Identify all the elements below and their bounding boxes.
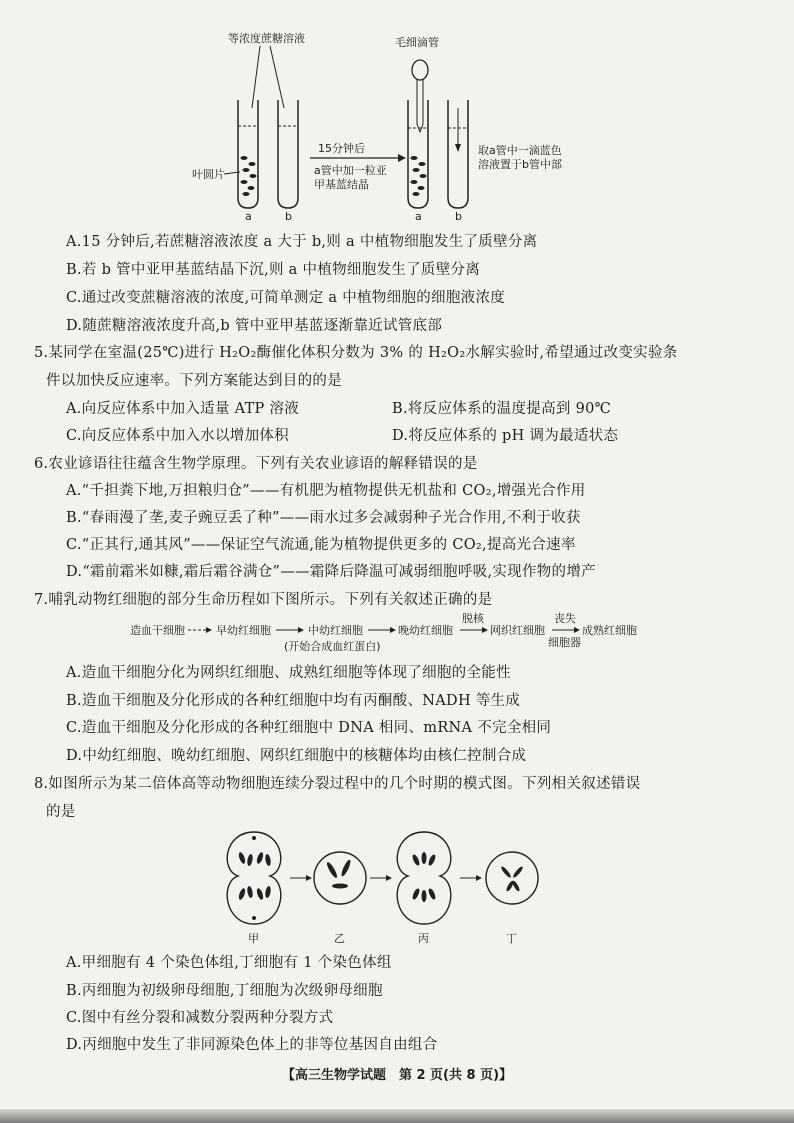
flow-step-2: 早幼红细胞 [216,624,271,637]
arrow-bottom-label-1: a管中加一粒亚 [314,164,387,177]
q8-option-b: B.丙细胞为初级卵母细胞,丁细胞为次级卵母细胞 [66,983,383,999]
tube-a-label: a [245,210,252,223]
q4-option-b: B.若 b 管中亚甲基蓝结晶下沉,则 a 中植物细胞发生了质壁分离 [66,262,481,278]
q4-option-a: A.15 分钟后,若蔗糖溶液浓度 a 大于 b,则 a 中植物细胞发生了质壁分离 [66,234,538,250]
q8-option-a: A.甲细胞有 4 个染色体组,丁细胞有 1 个染色体组 [66,955,392,971]
cell-label-jia: 甲 [248,932,259,945]
q7-option-a: A.造血干细胞分化为网织红细胞、成熟红细胞等体现了细胞的全能性 [66,665,511,681]
flow-step-4: 晚幼红细胞 [398,624,453,637]
q6-option-b: B.“春雨漫了垄,麦子豌豆丢了种”——雨水过多会减弱种子光合作用,不利于收获 [66,510,581,526]
q6-stem: 6.农业谚语往往蕴含生物学原理。下列有关农业谚语的解释错误的是 [34,456,478,472]
leaf-label: 叶圆片 [192,168,225,181]
q8-stem-2: 的是 [46,804,76,820]
flow-step-6: 成熟红细胞 [582,624,637,637]
q8-option-d: D.丙细胞中发生了非同源染色体上的非等位基因自由组合 [66,1037,438,1053]
q5-option-b: B.将反应体系的温度提高到 90℃ [392,401,612,417]
arrow-bottom-label-2: 甲基蓝结晶 [314,178,369,191]
q5-stem-1: 5.某同学在室温(25℃)进行 H₂O₂酶催化体积分数为 3% 的 H₂O₂水解实验时,希望通过改变实验条 [34,345,678,361]
cell-label-yi: 乙 [334,932,345,945]
flow-step-1: 造血干细胞 [130,624,185,637]
q4-option-d: D.随蔗糖溶液浓度升高,b 管中亚甲基蓝逐渐靠近试管底部 [66,318,443,334]
q5-option-c: C.向反应体系中加入水以增加体积 [66,428,289,444]
bottom-shadow [0,1109,794,1123]
q7-option-d: D.中幼红细胞、晚幼红细胞、网织红细胞中的核糖体均由核仁控制合成 [66,748,527,764]
q5-option-d: D.将反应体系的 pH 调为最适状态 [392,428,619,444]
red-cell-flow-diagram [126,610,666,654]
q6-option-c: C.“正其行,通其风”——保证空气流通,能为植物提供更多的 CO₂,提高光合速率 [66,537,576,553]
cell-label-bing: 丙 [418,932,429,945]
q8-stem-1: 8.如图所示为某二倍体高等动物细胞连续分裂过程中的几个时期的模式图。下列相关叙述错误 [34,776,641,792]
flow-arrow-label-2a: 丧失 [554,612,576,625]
q6-option-d: D.“霜前霜米如糠,霜后霜谷满仓”——霜降后降温可减弱细胞呼吸,实现作物的增产 [66,564,596,580]
q4-option-c: C.通过改变蔗糖溶液的浓度,可简单测定 a 中植物细胞的细胞液浓度 [66,290,506,306]
cell-label-ding: 丁 [506,932,517,945]
q8-option-c: C.图中有丝分裂和减数分裂两种分裂方式 [66,1010,334,1026]
tube-b-label: b [285,210,292,223]
cell-division-figure [214,824,554,946]
q7-option-b: B.造血干细胞及分化形成的各种红细胞中均有丙酮酸、NADH 等生成 [66,693,521,709]
q7-option-c: C.造血干细胞及分化形成的各种红细胞中 DNA 相同、mRNA 不完全相同 [66,720,552,736]
capillary-label: 毛细滴管 [395,36,439,49]
flow-step-5: 网织红细胞 [490,624,545,637]
flow-step-3: 中幼红细胞 [308,624,363,637]
q6-option-a: A.“千担粪下地,万担粮归仓”——有机肥为植物提供无机盐和 CO₂,增强光合作用 [66,483,586,499]
page-footer: 【高三生物学试题 第 2 页(共 8 页)】 [281,1068,513,1083]
tube-a2-label: a [415,210,422,223]
flow-arrow-label-2b: 细胞器 [548,636,581,649]
right-note-1: 取a管中一滴蓝色 [478,144,562,157]
q7-stem: 7.哺乳动物红细胞的部分生命历程如下图所示。下列有关叙述正确的是 [34,592,493,608]
tube-experiment-figure [180,28,640,224]
tube-b2-label: b [455,210,462,223]
q5-stem-2: 件以加快反应速率。下列方案能达到目的的是 [46,373,342,389]
right-note-2: 溶液置于b管中部 [478,158,562,171]
flow-arrow-label-1: 脱核 [462,612,484,625]
q5-option-a: A.向反应体系中加入适量 ATP 溶液 [66,401,300,417]
arrow-top-label: 15分钟后 [318,142,365,155]
solution-label: 等浓度蔗糖溶液 [228,32,305,45]
flow-note: (开始合成血红蛋白) [284,640,381,653]
